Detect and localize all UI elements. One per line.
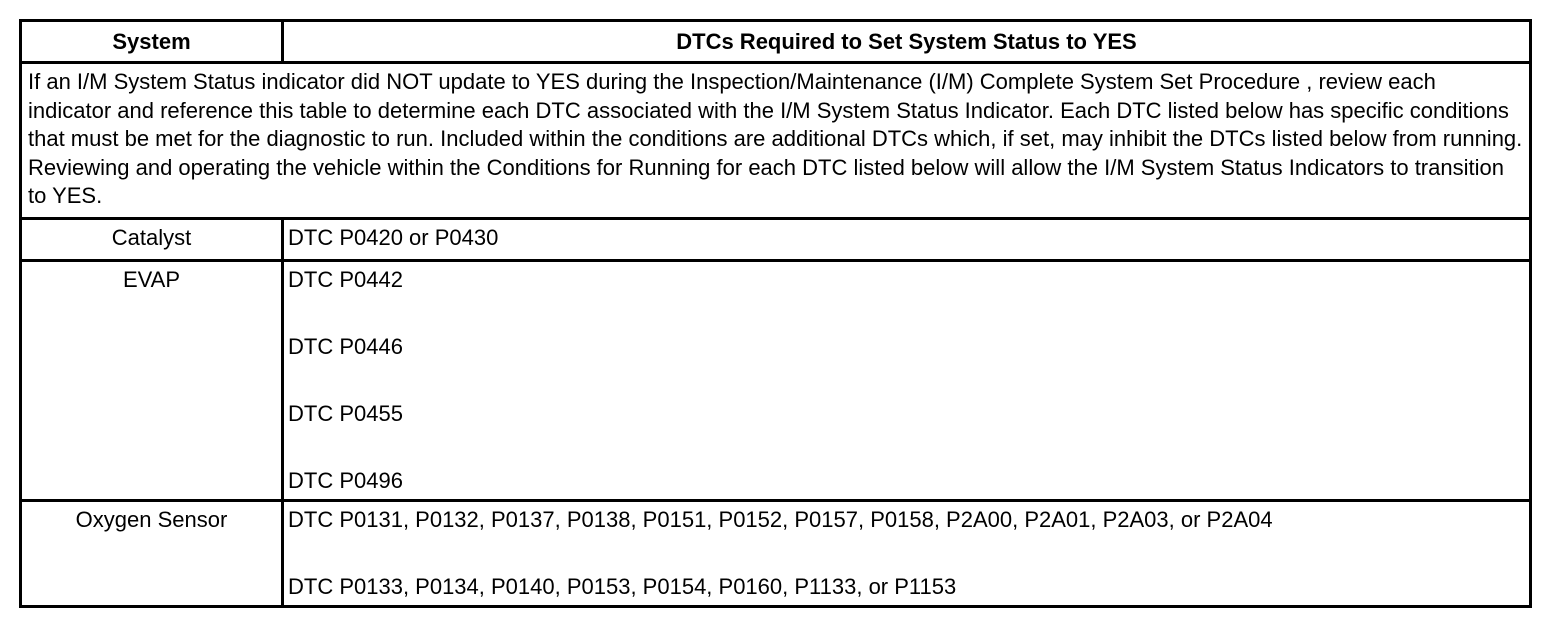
header-dtcs: DTCs Required to Set System Status to YES bbox=[283, 21, 1531, 63]
dtc-item: DTC P0446 bbox=[288, 333, 403, 359]
system-evap: EVAP bbox=[21, 260, 283, 500]
table-row-oxygen-sensor bbox=[21, 500, 1531, 606]
dtc-cell-catalyst bbox=[283, 218, 1531, 260]
dtc-cell-evap bbox=[283, 260, 1531, 500]
dtc-item: DTC P0496 bbox=[288, 467, 403, 493]
intro-text: If an I/M System Status indicator did NOT update to YES during the Inspection/Maintenance (I/M) Complete System Set Procedure , review each indicator and reference this table to determine each DTC associated with the I/M System Status Indicator. Each DTC listed below has specific conditions that must be met for the diagnostic to run. Included within the conditions are additional DTCs which, if set, may inhibit the DTCs listed below from running. Reviewing and operating the vehicle within the Conditions for Running for each DTC listed below will allow the I/M System Status Indicators to transition to YES. bbox=[21, 63, 1531, 219]
intro-row bbox=[21, 63, 1531, 219]
header-row bbox=[21, 21, 1531, 63]
dtc-item: DTC P0442 bbox=[288, 266, 403, 292]
dtc-item: DTC P0455 bbox=[288, 400, 403, 426]
dtc-item: DTC P0131, P0132, P0137, P0138, P0151, P0152, P0157, P0158, P2A00, P2A01, P2A03, or P2A04 bbox=[288, 506, 1273, 532]
header-system: System bbox=[21, 21, 283, 63]
system-catalyst: Catalyst bbox=[21, 218, 283, 260]
table-row-catalyst bbox=[21, 218, 1531, 260]
table-row-evap bbox=[21, 260, 1531, 500]
dtc-system-status-table bbox=[19, 19, 1532, 608]
dtc-item: DTC P0133, P0134, P0140, P0153, P0154, P0160, P1133, or P1153 bbox=[288, 573, 957, 599]
dtc-item: DTC P0420 or P0430 bbox=[288, 224, 499, 250]
system-oxygen-sensor: Oxygen Sensor bbox=[21, 500, 283, 606]
dtc-cell-oxygen-sensor bbox=[283, 500, 1531, 606]
